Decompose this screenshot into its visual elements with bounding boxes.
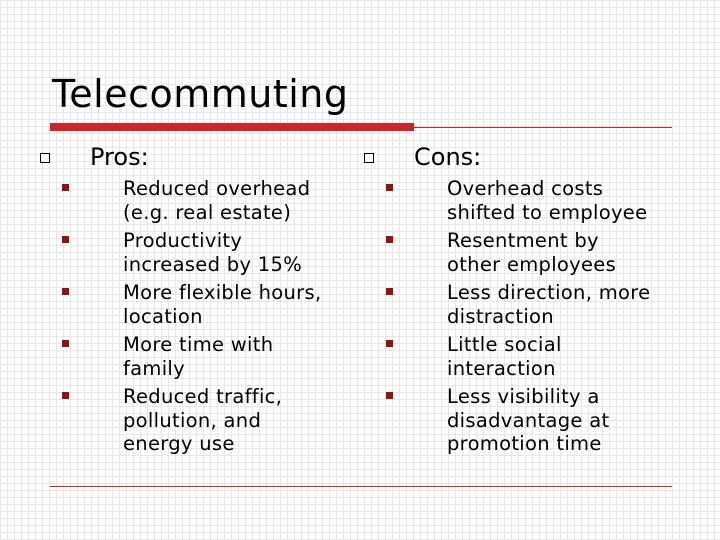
list-item xyxy=(40,385,350,456)
list-item xyxy=(40,281,350,328)
cons-heading-label: Cons: xyxy=(414,143,482,171)
list-item xyxy=(364,229,684,276)
list-item xyxy=(364,177,684,224)
square-bullet-icon xyxy=(62,184,69,191)
hollow-square-bullet-icon xyxy=(40,153,50,163)
cons-item-text: Resentment by other employees xyxy=(447,229,617,276)
list-item xyxy=(40,333,350,380)
cons-item-text: Overhead costs shifted to employee xyxy=(447,177,648,224)
square-bullet-icon xyxy=(386,288,393,295)
cons-list xyxy=(364,177,684,456)
bottom-divider xyxy=(50,486,672,487)
square-bullet-icon xyxy=(62,340,69,347)
square-bullet-icon xyxy=(386,392,393,399)
slide-title: Telecommuting xyxy=(52,72,349,116)
square-bullet-icon xyxy=(386,340,393,347)
list-item xyxy=(364,281,684,328)
cons-column xyxy=(364,141,684,461)
pros-item-text: More time with family xyxy=(123,333,274,380)
pros-heading xyxy=(40,141,350,177)
pros-item-text: Reduced overhead (e.g. real estate) xyxy=(123,177,311,224)
square-bullet-icon xyxy=(386,184,393,191)
list-item xyxy=(364,333,684,380)
cons-item-text: Less direction, more distraction xyxy=(447,281,651,328)
pros-column xyxy=(40,141,350,461)
list-item xyxy=(40,177,350,224)
square-bullet-icon xyxy=(386,236,393,243)
square-bullet-icon xyxy=(62,392,69,399)
title-underline-thick xyxy=(50,123,414,131)
list-item xyxy=(364,385,684,456)
pros-item-text: More flexible hours, location xyxy=(123,281,322,328)
title-underline-thin xyxy=(414,127,672,128)
pros-item-text: Reduced traffic, pollution, and energy use xyxy=(123,385,283,455)
square-bullet-icon xyxy=(62,236,69,243)
square-bullet-icon xyxy=(62,288,69,295)
pros-heading-label: Pros: xyxy=(90,143,149,171)
cons-item-text: Little social interaction xyxy=(447,333,562,380)
cons-item-text: Less visibility a disadvantage at promotion time xyxy=(447,385,610,455)
pros-item-text: Productivity increased by 15% xyxy=(123,229,303,276)
list-item xyxy=(40,229,350,276)
cons-heading xyxy=(364,141,684,177)
hollow-square-bullet-icon xyxy=(364,153,374,163)
pros-list xyxy=(40,177,350,456)
